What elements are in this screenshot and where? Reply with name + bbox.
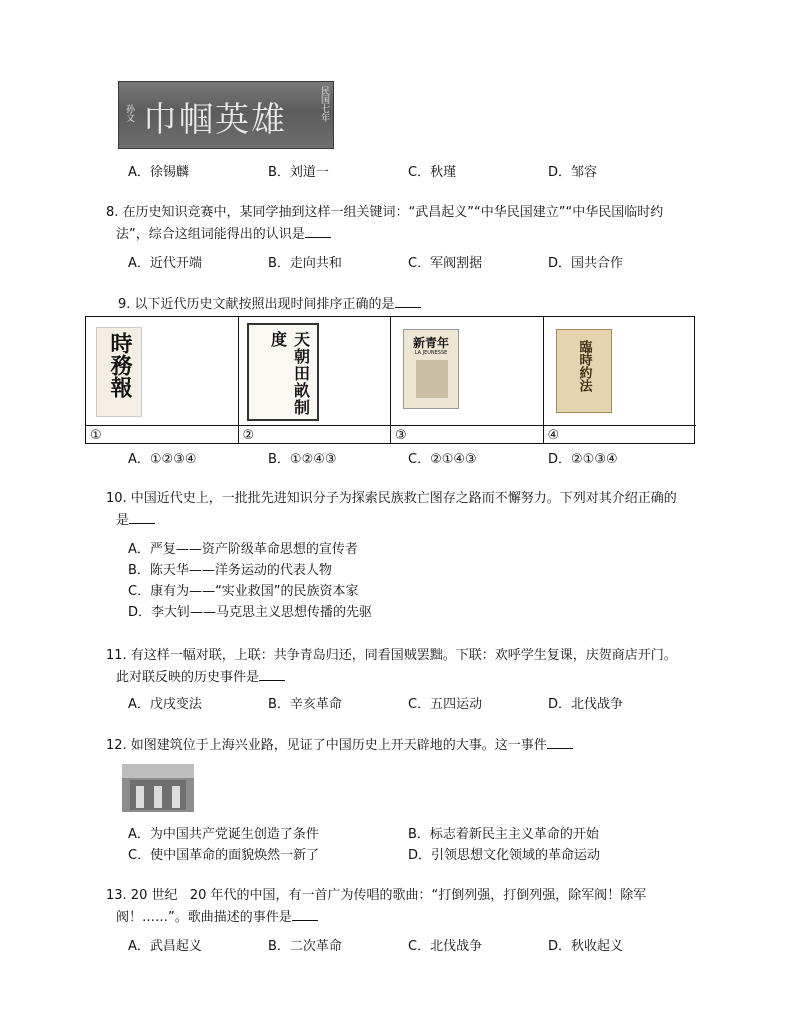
doc-num-3: ③: [391, 425, 544, 444]
q7-option-b[interactable]: B．刘道一: [268, 165, 329, 180]
q8-stem-line1: 8. 在历史知识竞赛中，某同学抽到这样一组关键词：“武昌起义”“中华民国建立”“中华民国临时约: [106, 205, 664, 220]
doc-cell-1: [86, 317, 239, 425]
answer-blank: [547, 736, 573, 749]
q13-stem-line2: 阀！……”。歌曲描述的事件是: [116, 910, 292, 925]
q11-stem-line2: 此对联反映的历史事件是: [116, 670, 260, 685]
q10-stem-line2: 是: [116, 513, 130, 528]
xinqingnian-image: [403, 329, 459, 409]
doc-num-1: ①: [86, 425, 239, 444]
plaque-right-inscription: 民国七年: [319, 86, 329, 122]
q9-option-b[interactable]: B．①②④③: [268, 452, 337, 467]
plaque-main-inscription: 巾帼英雄: [143, 100, 287, 140]
q10-option-b[interactable]: B．陈天华——洋务运动的代表人物: [128, 563, 332, 578]
q10-option-d[interactable]: D．李大钊——马克思主义思想传播的先驱: [128, 605, 373, 620]
q12-option-d[interactable]: D．引领思想文化领域的革命运动: [408, 848, 601, 863]
q8-option-a[interactable]: A．近代开端: [128, 256, 202, 271]
doc-title-1: 時務報: [107, 332, 133, 398]
q10-stem: [106, 488, 677, 532]
q11-option-a[interactable]: A．戊戌变法: [128, 697, 202, 712]
q9-option-a[interactable]: A．①②③④: [128, 452, 197, 467]
q9-option-c[interactable]: C．②①④③: [408, 452, 477, 467]
q13-stem-line2-wrap: [106, 907, 646, 929]
answer-blank: [305, 225, 331, 238]
shiwubao-image: [96, 327, 142, 417]
answer-blank: [259, 668, 285, 681]
document-table: [85, 316, 695, 444]
doc-num-4: ④: [544, 425, 697, 444]
q11-stem: [106, 645, 677, 689]
q12-stem-line1: 12. 如图建筑位于上海兴业路，见证了中国历史上开天辟地的大事。这一事件: [106, 738, 547, 753]
q10-option-a[interactable]: A．严复——资产阶级革命思想的宣传者: [128, 542, 358, 557]
q12-option-b[interactable]: B．标志着新民主主义革命的开始: [408, 827, 599, 842]
q13-stem: [106, 885, 646, 929]
doc-cell-3: [391, 317, 544, 425]
answer-blank: [129, 511, 155, 524]
doc-cell-2: [239, 317, 392, 425]
q12-stem: [106, 735, 573, 757]
q11-option-c[interactable]: C．五四运动: [408, 697, 483, 712]
q13-option-c[interactable]: C．北伐战争: [408, 939, 483, 954]
plaque-left-inscription: 孙文: [124, 104, 134, 122]
doc-title-4: 臨時約法: [576, 340, 592, 392]
q13-option-a[interactable]: A．武昌起义: [128, 939, 202, 954]
q8-option-d[interactable]: D．国共合作: [548, 256, 624, 271]
q13-option-b[interactable]: B．二次革命: [268, 939, 342, 954]
q11-option-d[interactable]: D．北伐战争: [548, 697, 624, 712]
doc-subtitle-3: LA JEUNESSE: [414, 350, 448, 356]
answer-blank: [395, 295, 421, 308]
q9-stem: [118, 294, 421, 316]
doc-cell-4: [544, 317, 697, 425]
doc-num-2: ②: [239, 425, 392, 444]
q7-option-a[interactable]: A．徐锡麟: [128, 165, 189, 180]
answer-blank: [292, 908, 318, 921]
portrait-graphic: [416, 360, 448, 398]
linshiyuefa-image: [556, 329, 612, 413]
doc-title-2: 天朝田畝制度: [268, 331, 311, 416]
q8-stem-line2: 法”，综合这组词能得出的认识是: [116, 227, 305, 242]
q12-option-c[interactable]: C．使中国革命的面貌焕然一新了: [128, 848, 320, 863]
q7-option-d[interactable]: D．邹容: [548, 165, 598, 180]
doc-title-3: 新青年: [412, 336, 449, 350]
q10-option-c[interactable]: C．康有为——“实业救国”的民族资本家: [128, 584, 359, 599]
q8-stem-line2-wrap: [106, 224, 663, 246]
q9-stem-line1: 9. 以下近代历史文献按照出现时间排序正确的是: [118, 297, 395, 312]
q10-stem-line1: 10. 中国近代史上，一批批先进知识分子为探索民族救亡图存之路而不懈努力。下列对其介绍正确的: [106, 491, 677, 506]
tianchao-image: [247, 323, 319, 421]
q8-option-c[interactable]: C．军阀割据: [408, 256, 483, 271]
q13-stem-line1: 13. 20 世纪 20 年代的中国，有一首广为传唱的歌曲：“打倒列强，打倒列强，除军阀！除军: [106, 888, 647, 903]
q9-option-d[interactable]: D．②①③④: [548, 452, 618, 467]
q12-option-a[interactable]: A．为中国共产党诞生创造了条件: [128, 827, 319, 842]
q8-option-b[interactable]: B．走向共和: [268, 256, 342, 271]
q11-option-b[interactable]: B．辛亥革命: [268, 697, 342, 712]
q8-stem: [106, 202, 663, 246]
building-photo: [122, 764, 194, 812]
q10-stem-line2-wrap: [106, 510, 677, 532]
q7-option-c[interactable]: C．秋瑾: [408, 165, 457, 180]
q11-stem-line2-wrap: [106, 667, 677, 689]
q13-option-d[interactable]: D．秋收起义: [548, 939, 624, 954]
q11-stem-line1: 11. 有这样一幅对联，上联：共争青岛归还，同看国贼罢黜。下联：欢呼学生复课，庆贺商店开门。: [106, 648, 677, 663]
plaque-image: [118, 81, 334, 149]
